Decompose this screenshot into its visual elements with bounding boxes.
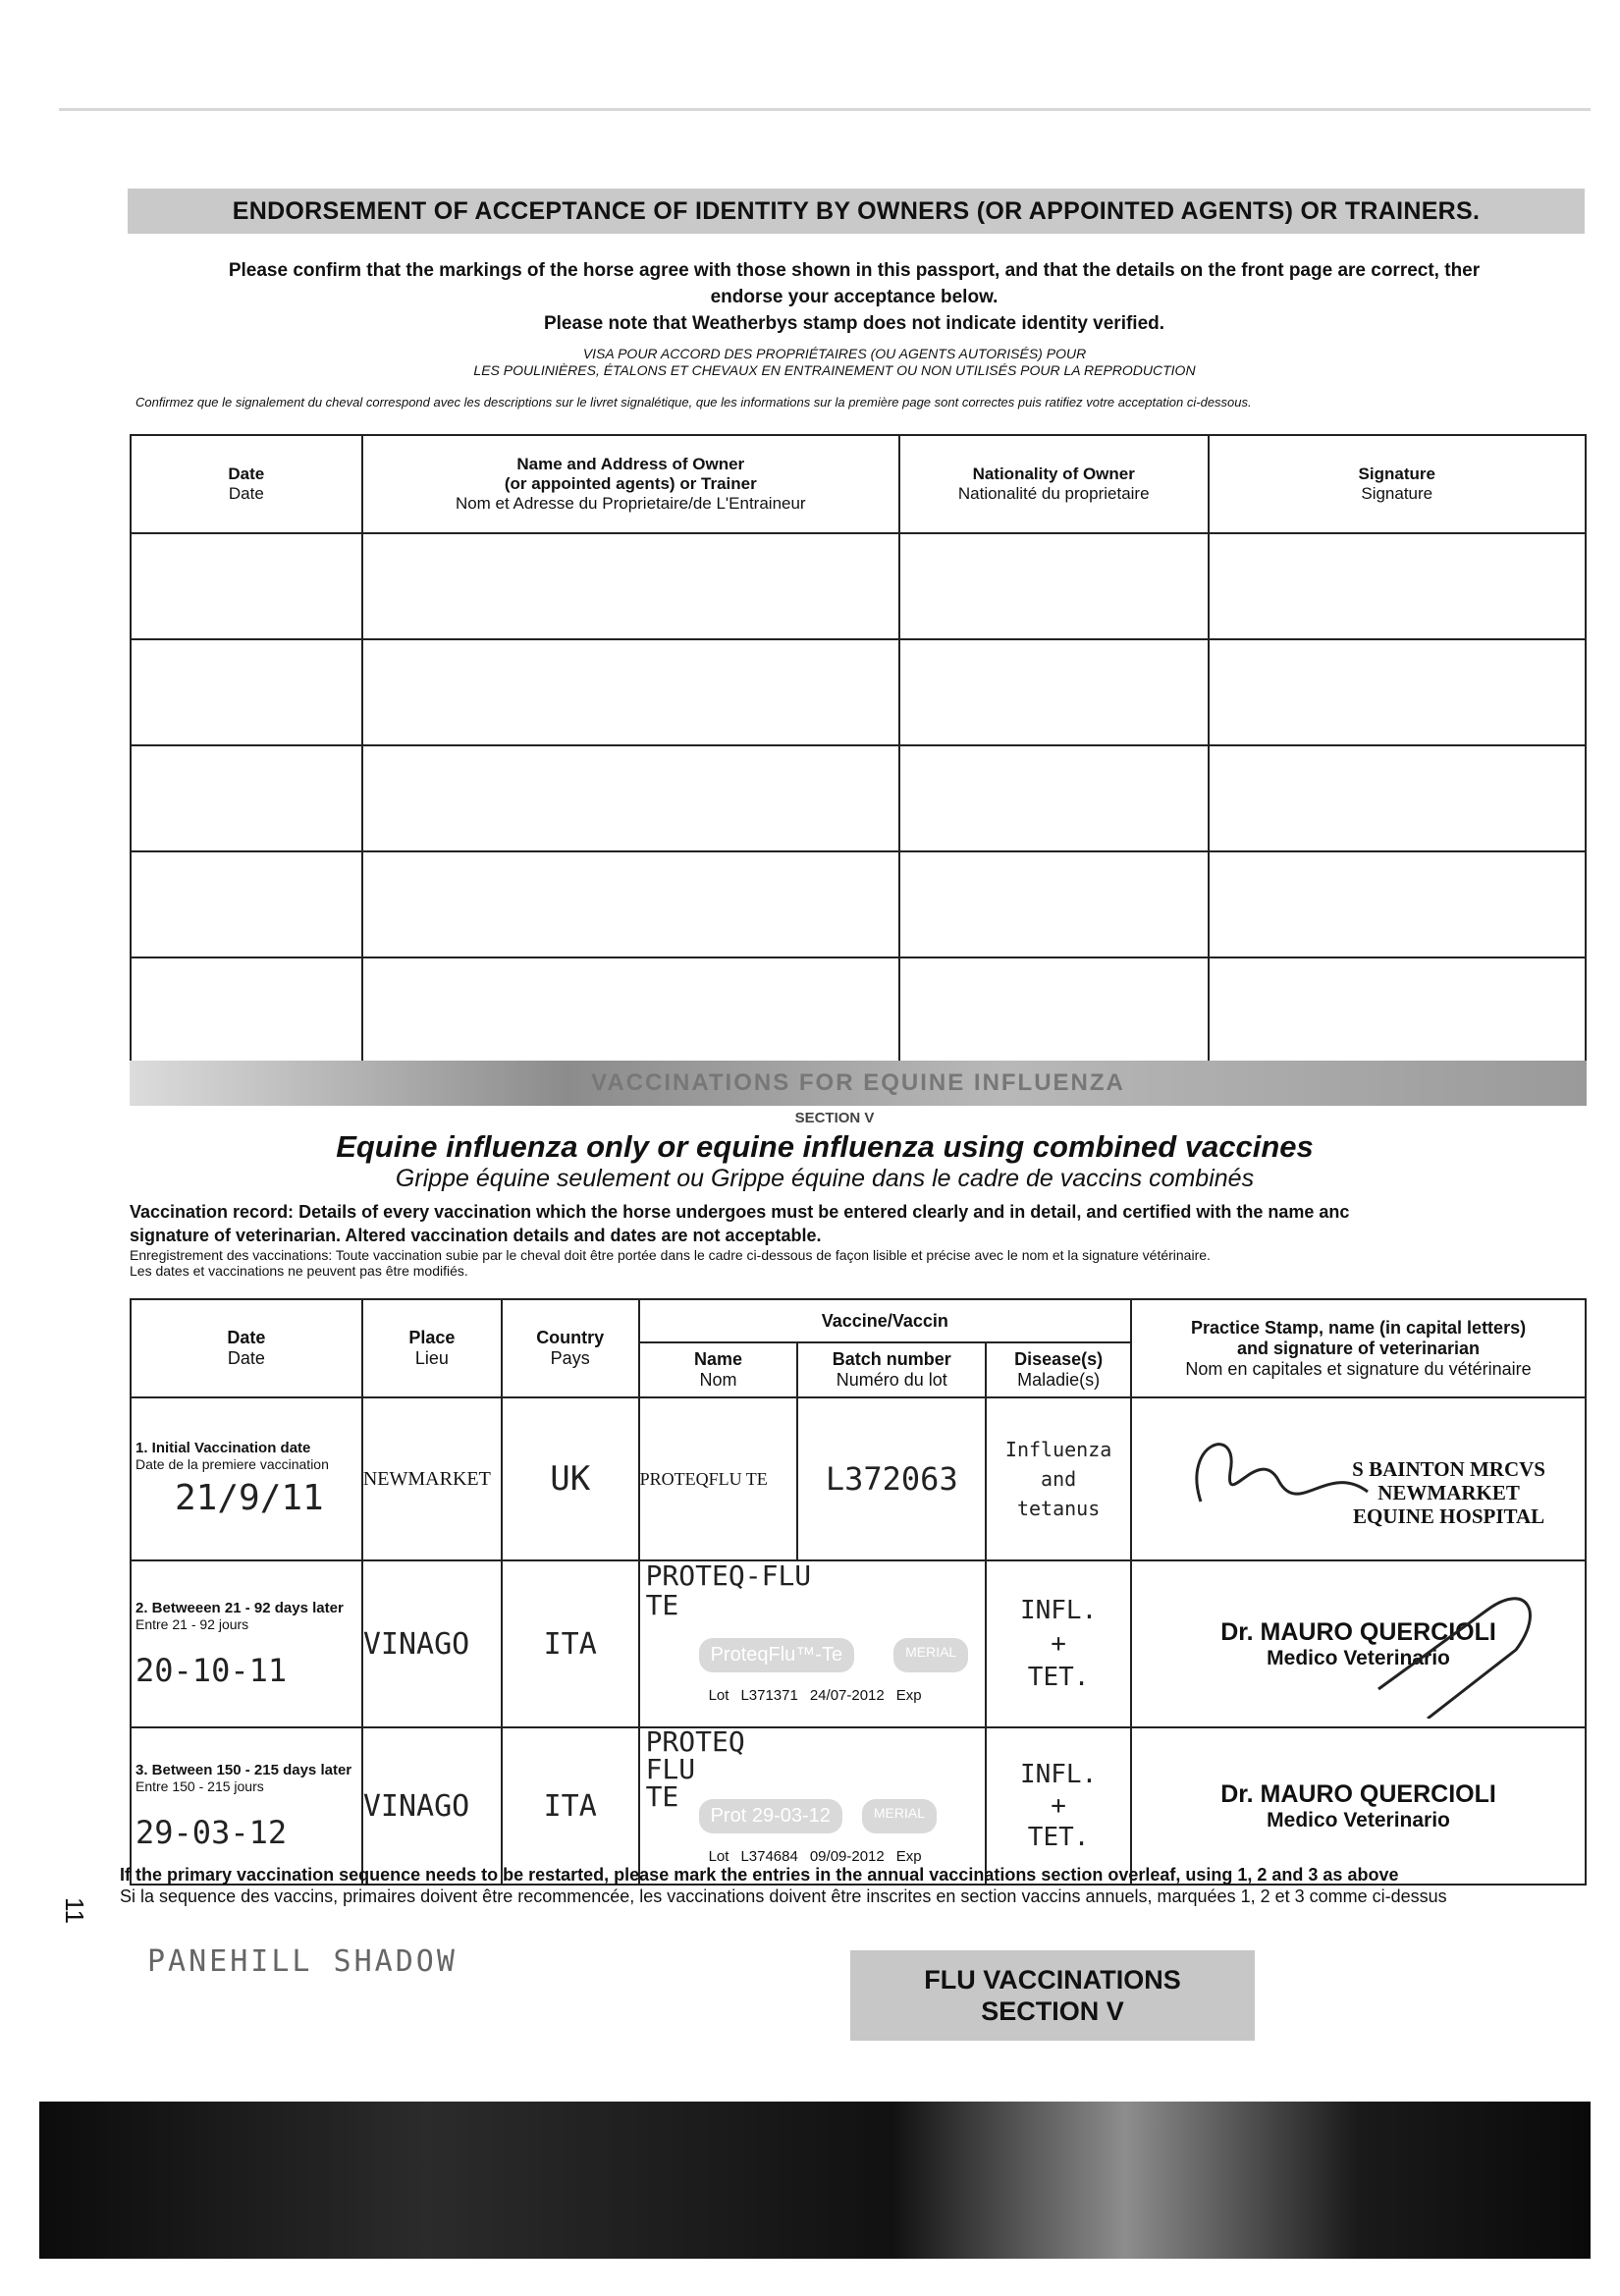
disease-1: INFL. — [1019, 1760, 1098, 1789]
row-label-fr: Entre 21 - 92 jours — [135, 1615, 249, 1632]
section-title: Equine influenza only or equine influenza using combined vaccines — [336, 1129, 1314, 1164]
vet-name: Dr. MAURO QUERCIOLI — [1220, 1617, 1496, 1646]
col-owner: Name and Address of Owner (or appointed agents) or Trainer Nom et Adresse du Proprietaire/de L'Entraineur — [362, 435, 899, 533]
disease-2: and — [1041, 1467, 1077, 1491]
vaccine-name-3: TE — [645, 1780, 679, 1813]
disease-2: + — [1051, 1791, 1066, 1821]
record-lead: Vaccination record: — [130, 1202, 295, 1222]
top-rule — [59, 108, 1591, 111]
section-number: SECTION V — [794, 1110, 875, 1126]
table-row — [131, 851, 1586, 957]
page-title: ENDORSEMENT OF ACCEPTANCE OF IDENTITY BY OWNERS (OR APPOINTED AGENTS) OR TRAINERS. — [232, 196, 1481, 225]
col-signature: Signature Signature — [1209, 435, 1586, 533]
vaccination-table — [130, 1298, 1587, 1886]
restart-english: If the primary vaccination sequence needs to be restarted, please mark the entries in the annual vaccinations section overleaf, using 1, 2 and 3 as above — [120, 1865, 1399, 1885]
vaccination-date: 21/9/11 — [175, 1478, 324, 1518]
sticker-brand: MERIAL — [862, 1799, 937, 1833]
signature-scribble — [1369, 1571, 1565, 1719]
record-line-1: Details of every vaccination which the horse undergoes must be entered clearly and in detail, and certified with the name anc — [298, 1202, 1350, 1222]
confirm-french: Confirmez que le signalement du cheval correspond avec les descriptions sur le livret signalétique, que les informations sur la première page sont correctes puis ratifiez votre acceptation ci-dessous. — [135, 395, 1252, 410]
disease-1: Influenza — [1004, 1438, 1112, 1461]
confirm-line-1: Please confirm that the markings of the horse agree with those shown in this passport, and that the details on the front page are correct, ther — [228, 260, 1481, 281]
record-block — [130, 1200, 1593, 1279]
endorsement-banner — [128, 189, 1585, 234]
col-vaccine: Vaccine/Vaccin — [639, 1299, 1131, 1342]
row-label: 2. Betweeen 21 - 92 days later — [135, 1599, 344, 1616]
disease-3: tetanus — [1016, 1497, 1101, 1520]
confirm-line-2: endorse your acceptance below. — [710, 287, 999, 307]
record-line-2: signature of veterinarian. Altered vaccination details and dates are not acceptable. — [130, 1226, 822, 1245]
vaccination-place: NEWMARKET — [362, 1467, 491, 1490]
visa-line-1: VISA POUR ACCORD DES PROPRIÉTAIRES (OU AGENTS AUTORISÉS) POUR — [582, 346, 1087, 361]
table-row — [131, 639, 1586, 745]
disease-2: + — [1051, 1629, 1066, 1659]
table-row — [131, 1560, 1586, 1727]
disease-1: INFL. — [1019, 1596, 1098, 1625]
vaccine-sticker — [699, 1799, 937, 1833]
section-band — [130, 1061, 1587, 1106]
vaccine-sticker — [699, 1638, 969, 1672]
restart-french: Si la sequence des vaccins, primaires doivent être recommencée, les vaccinations doivent être inscrites en section vaccins annuels, marquées 1, 2 et 3 comme ci-dessus — [120, 1886, 1447, 1906]
table-row — [131, 745, 1586, 851]
vaccination-place: VINAGO — [362, 1788, 470, 1824]
disease-3: TET. — [1027, 1823, 1090, 1852]
vaccination-country: ITA — [543, 1626, 597, 1662]
col-stamp: Practice Stamp, name (in capital letters) and signature of veterinarian Nom en capitales et signature du vétérinaire — [1131, 1299, 1586, 1397]
vaccination-date: 29-03-12 — [135, 1813, 288, 1851]
owner-table — [130, 434, 1587, 1065]
band-label: VACCINATIONS FOR EQUINE INFLUENZA — [591, 1069, 1125, 1096]
row-label: 1. Initial Vaccination date — [135, 1440, 311, 1456]
vet-name: Dr. MAURO QUERCIOLI — [1220, 1779, 1496, 1808]
sticker-brand: MERIAL — [893, 1638, 968, 1672]
col-date: Date Date — [131, 435, 362, 533]
vaccination-place: VINAGO — [362, 1626, 470, 1662]
box-line-1: FLU VACCINATIONS — [924, 1965, 1181, 1995]
vaccine-name-2: TE — [645, 1589, 679, 1621]
visa-line-2: LES POULINIÈRES, ÉTALONS ET CHEVAUX EN ENTRAINEMENT OU NON UTILISÉS POUR LA REPRODUCTION — [473, 362, 1196, 378]
restart-note — [120, 1864, 1593, 1907]
col-place: Place Lieu — [362, 1299, 502, 1397]
batch-number: L372063 — [825, 1460, 958, 1498]
vaccine-name: PROTEQ-FLU — [645, 1559, 812, 1592]
col-name: Name Nom — [639, 1342, 798, 1397]
table-row — [131, 1397, 1586, 1560]
row-label: 3. Between 150 - 215 days later — [135, 1761, 352, 1778]
vaccination-country: UK — [550, 1459, 591, 1499]
box-line-2: SECTION V — [981, 1996, 1124, 2026]
col-disease: Disease(s) Maladie(s) — [986, 1342, 1131, 1397]
col-country: Country Pays — [502, 1299, 639, 1397]
visa-block — [196, 346, 1473, 379]
vet-title: Medico Veterinario — [1267, 1646, 1450, 1669]
sticker-product: ProteqFlu™-Te — [699, 1638, 855, 1672]
vet-stamp: S BAINTON MRCVS NEWMARKET EQUINE HOSPITAL — [1352, 1457, 1545, 1528]
record-french-1: Enregistrement des vaccinations: Toute vaccination subie par le cheval doit être portée dans le cadre ci-dessous de façon lisible et précise avec le nom et la signature vétérinaire. — [130, 1247, 1211, 1263]
record-french-2: Les dates et vaccinations ne peuvent pas être modifiés. — [130, 1263, 468, 1279]
horse-name: PANEHILL SHADOW — [147, 1944, 458, 1979]
vaccination-country: ITA — [543, 1788, 597, 1824]
scan-shadow — [39, 2102, 1591, 2259]
col-date: Date Date — [131, 1299, 362, 1397]
sticker-product: Prot 29-03-12 — [699, 1799, 842, 1833]
lot-line: Lot L371371 24/07-2012 Exp — [708, 1687, 922, 1704]
vet-title: Medico Veterinario — [1267, 1808, 1450, 1831]
table-row — [131, 957, 1586, 1064]
confirm-block — [118, 257, 1591, 337]
table-row — [131, 1727, 1586, 1885]
flu-vaccinations-box — [850, 1950, 1255, 2041]
section-subtitle: Grippe équine seulement ou Grippe équine dans le cadre de vaccins combinés — [395, 1165, 1255, 1192]
col-nationality: Nationality of Owner Nationalité du proprietaire — [899, 435, 1209, 533]
signature-scribble — [1181, 1423, 1377, 1531]
vaccine-name-2: FLU — [645, 1753, 696, 1785]
table-row — [131, 533, 1586, 639]
row-label-fr: Date de la premiere vaccination — [135, 1456, 329, 1472]
disease-3: TET. — [1027, 1663, 1090, 1692]
col-batch: Batch number Numéro du lot — [797, 1342, 986, 1397]
vaccine-name: PROTEQ — [645, 1725, 745, 1758]
lot-line: Lot L374684 09/09-2012 Exp — [708, 1848, 922, 1865]
vaccine-name: PROTEQFLU TE — [639, 1468, 768, 1489]
identity-note: Please note that Weatherbys stamp does not indicate identity verified. — [543, 313, 1165, 334]
vaccination-date: 20-10-11 — [135, 1651, 288, 1689]
row-label-fr: Entre 150 - 215 jours — [135, 1777, 264, 1794]
page-number: 11 — [60, 1897, 89, 1924]
